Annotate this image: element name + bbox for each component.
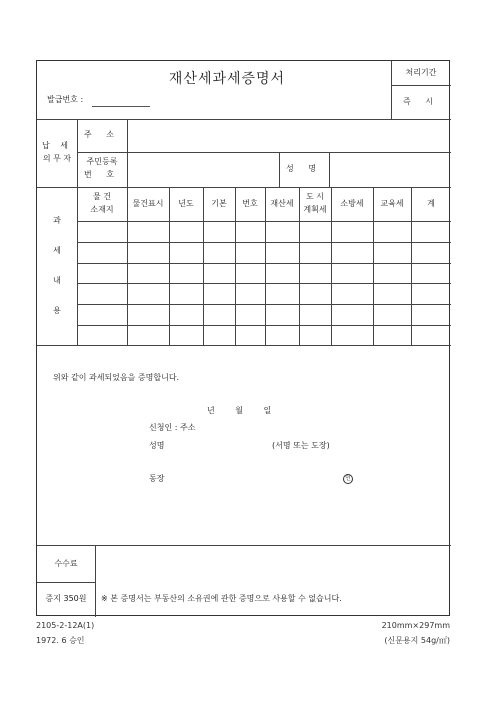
table-cell[interactable] [412, 264, 450, 283]
table-cell[interactable] [412, 284, 450, 303]
table-cell[interactable] [78, 305, 126, 324]
address-field[interactable] [128, 120, 450, 151]
form-title: 재산세과세증명서 [168, 71, 286, 87]
table-cell[interactable] [204, 305, 234, 324]
table-cell[interactable] [332, 284, 372, 303]
table-column-header: 기본 [211, 199, 227, 208]
table-cell[interactable] [204, 326, 234, 345]
table-column-header: 재산세 [270, 199, 294, 208]
table-cell[interactable] [170, 243, 202, 262]
taxpayer-label-2: 의 무 자 [42, 154, 72, 163]
table-cell[interactable] [236, 222, 264, 241]
name-label: 성 명 [286, 164, 322, 173]
table-cell[interactable] [128, 326, 168, 345]
resident-number-label: 주민등록 [86, 157, 118, 166]
table-column-header: 계 [427, 199, 435, 208]
table-cell[interactable] [412, 305, 450, 324]
official-seal-mark: 인 [343, 474, 353, 484]
table-cell[interactable] [374, 284, 410, 303]
table-column-header: 계획세 [303, 205, 327, 214]
table-cell[interactable] [374, 222, 410, 241]
tax-group-char: 용 [53, 306, 61, 315]
table-cell[interactable] [300, 284, 330, 303]
usage-notice: ※ 본 증명서는 부동산의 소유권에 관한 증명으로 사용할 수 없습니다. [101, 594, 342, 603]
table-cell[interactable] [332, 326, 372, 345]
name-field[interactable] [330, 153, 450, 186]
address-label: 주 소 [84, 130, 120, 139]
table-cell[interactable] [412, 243, 450, 262]
table-cell[interactable] [300, 243, 330, 262]
table-cell[interactable] [170, 222, 202, 241]
resident-number-label-2: 번 호 [84, 170, 120, 179]
processing-period-value: 즉 시 [403, 97, 439, 106]
table-cell[interactable] [170, 326, 202, 345]
table-cell[interactable] [78, 243, 126, 262]
table-cell[interactable] [266, 243, 298, 262]
taxpayer-label: 납 세 [42, 141, 72, 150]
fee-stamp: 증지 350원 [45, 594, 87, 603]
table-column-header: 년도 [178, 199, 194, 208]
tax-group-char: 내 [53, 276, 61, 285]
applicant-name-label: 성명 [149, 441, 165, 450]
table-cell[interactable] [78, 326, 126, 345]
table-cell[interactable] [170, 284, 202, 303]
table-cell[interactable] [332, 264, 372, 283]
table-cell[interactable] [170, 264, 202, 283]
table-cell[interactable] [204, 284, 234, 303]
table-cell[interactable] [78, 222, 126, 241]
tax-group-char: 세 [53, 246, 61, 255]
table-cell[interactable] [170, 305, 202, 324]
table-cell[interactable] [412, 326, 450, 345]
table-cell[interactable] [266, 222, 298, 241]
form-code: 2105-2-12A(1) [36, 621, 95, 630]
table-column-header: 교육세 [380, 199, 404, 208]
table-cell[interactable] [236, 326, 264, 345]
table-cell[interactable] [266, 284, 298, 303]
table-cell[interactable] [374, 305, 410, 324]
tax-group-char: 과 [53, 216, 61, 225]
issue-date-line: 년 월 일 [207, 406, 272, 415]
table-column-header: 물 건 [93, 192, 111, 201]
table-cell[interactable] [374, 326, 410, 345]
table-cell[interactable] [300, 326, 330, 345]
certificate-form [36, 60, 450, 616]
table-cell[interactable] [128, 222, 168, 241]
table-column-header: 소방세 [340, 199, 364, 208]
table-cell[interactable] [300, 264, 330, 283]
resident-number-field[interactable] [128, 153, 278, 186]
table-cell[interactable] [300, 222, 330, 241]
table-cell[interactable] [374, 264, 410, 283]
paper-spec: (신문용지 54g/㎡) [384, 636, 450, 645]
table-cell[interactable] [128, 243, 168, 262]
table-cell[interactable] [78, 284, 126, 303]
table-cell[interactable] [300, 305, 330, 324]
table-cell[interactable] [78, 264, 126, 283]
certification-statement: 위와 같이 과세되었음을 증명합니다. [53, 373, 180, 382]
table-cell[interactable] [236, 243, 264, 262]
processing-period-label: 처리기간 [405, 68, 437, 77]
signature-note: (서명 또는 도장) [272, 441, 330, 450]
table-cell[interactable] [236, 264, 264, 283]
table-cell[interactable] [128, 305, 168, 324]
table-cell[interactable] [128, 264, 168, 283]
applicant-address-label: 신청인 : 주소 [149, 423, 196, 432]
paper-size: 210mm×297mm [381, 621, 450, 630]
table-column-header: 번호 [242, 199, 258, 208]
table-cell[interactable] [128, 284, 168, 303]
table-cell[interactable] [412, 222, 450, 241]
issue-number-field[interactable] [92, 106, 150, 107]
table-cell[interactable] [266, 305, 298, 324]
table-column-header: 도 시 [306, 192, 324, 201]
table-cell[interactable] [266, 326, 298, 345]
table-cell[interactable] [374, 243, 410, 262]
table-cell[interactable] [236, 284, 264, 303]
fee-label: 수수료 [54, 559, 78, 568]
table-cell[interactable] [332, 305, 372, 324]
table-cell[interactable] [236, 305, 264, 324]
table-cell[interactable] [332, 222, 372, 241]
table-column-header: 물건표시 [132, 199, 164, 208]
table-cell[interactable] [204, 243, 234, 262]
table-cell[interactable] [204, 222, 234, 241]
table-cell[interactable] [332, 243, 372, 262]
table-column-header: 소재지 [90, 205, 114, 214]
table-cell[interactable] [266, 264, 298, 283]
issue-number-label: 발급번호 : [47, 95, 84, 104]
chief-label: 동장 [149, 474, 165, 483]
table-cell[interactable] [204, 264, 234, 283]
approval-date: 1972. 6 승인 [36, 636, 85, 645]
